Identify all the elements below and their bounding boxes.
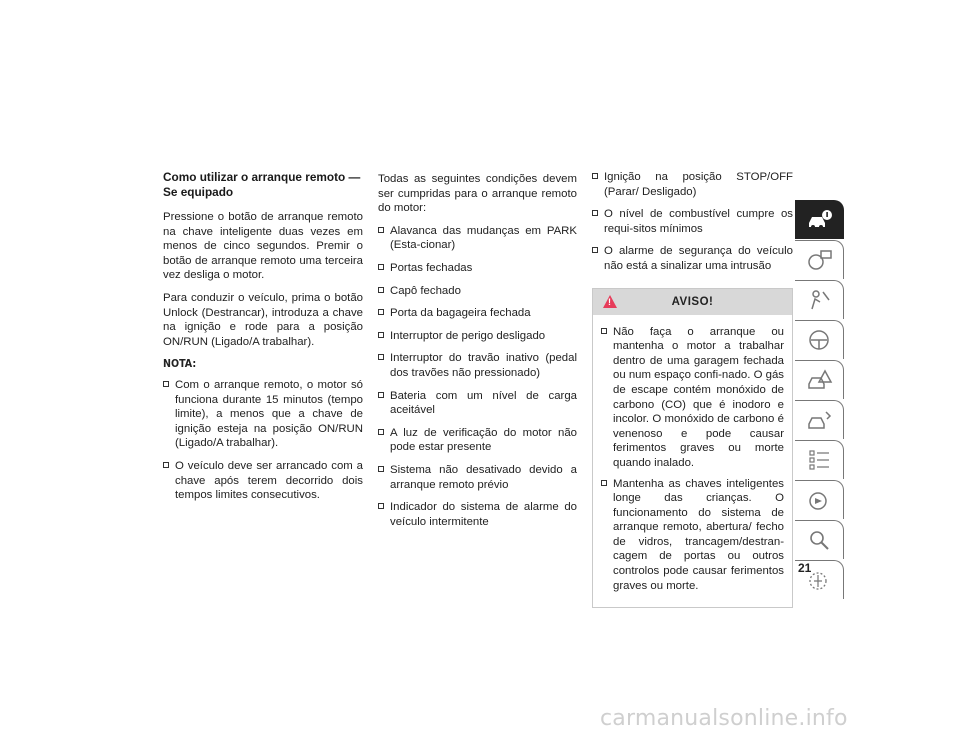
square-bullet-icon xyxy=(378,309,384,315)
square-bullet-icon xyxy=(378,503,384,509)
emergency-car-icon xyxy=(807,368,833,392)
list-item: Sistema não desativado devido a arranque remoto prévio xyxy=(378,463,577,492)
square-bullet-icon xyxy=(601,328,607,334)
paragraph-1: Pressione o botão de arranque remoto na chave inteligente duas vezes em menos de cinco segundos. Premir o botão de arranque remoto uma terceira vez desliga o motor. xyxy=(163,211,363,282)
search-index-icon xyxy=(807,528,833,552)
tab-index[interactable] xyxy=(795,520,844,559)
square-bullet-icon xyxy=(601,480,607,486)
note-label: NOTA: xyxy=(163,358,197,371)
list-item: Alavanca das mudanças em PARK (Esta-cionar) xyxy=(378,224,577,253)
tab-emergency[interactable] xyxy=(795,360,844,399)
tab-dashboard-messages[interactable] xyxy=(795,240,844,279)
list-item: Ignição na posição STOP/OFF (Parar/ Desligado) xyxy=(592,170,793,199)
column-3 xyxy=(592,170,793,608)
square-bullet-icon xyxy=(378,264,384,270)
conditions-list-continued xyxy=(592,170,793,274)
page-number: 21 xyxy=(798,561,812,575)
tab-safety[interactable] xyxy=(795,280,844,319)
square-bullet-icon xyxy=(378,392,384,398)
square-bullet-icon xyxy=(592,247,598,253)
tab-multimedia[interactable] xyxy=(795,480,844,519)
list-item: Interruptor de perigo desligado xyxy=(378,329,577,344)
tab-service[interactable] xyxy=(795,400,844,439)
warning-list xyxy=(593,315,792,594)
conditions-intro: Todas as seguintes condições devem ser cumpridas para o arranque remoto do motor: xyxy=(378,173,577,215)
square-bullet-icon xyxy=(378,466,384,472)
list-item: O alarme de segurança do veículo não está a sinalizar uma intrusão xyxy=(592,244,793,273)
list-item: Mantenha as chaves inteligentes longe das crianças. O funcionamento do sistema de arranque remoto, abertura/ fecho de vidros, trancagem/destran-cagem de portas ou outros controlos pode causar ferimentos graves ou morte. xyxy=(601,477,784,594)
list-item: Interruptor do travão inativo (pedal dos travões não pressionado) xyxy=(378,351,577,380)
warning-header xyxy=(593,289,792,315)
column-2 xyxy=(378,172,577,537)
column-1 xyxy=(163,170,363,511)
list-item: Indicador do sistema de alarme do veículo intermitente xyxy=(378,500,577,529)
tab-specifications[interactable] xyxy=(795,440,844,479)
square-bullet-icon xyxy=(163,381,169,387)
warning-triangle-icon xyxy=(603,295,617,308)
list-item: A luz de verificação do motor não pode estar presente xyxy=(378,426,577,455)
square-bullet-icon xyxy=(378,227,384,233)
square-bullet-icon xyxy=(378,287,384,293)
dashboard-messages-icon xyxy=(807,248,833,272)
square-bullet-icon xyxy=(378,332,384,338)
paragraph-2: Para conduzir o veículo, prima o botão Unlock (Destrancar), introduza a chave na ignição e rode para a posição ON/RUN (Ligado/A trabalhar). xyxy=(163,291,363,348)
list-item: Portas fechadas xyxy=(378,261,577,276)
list-item: Com o arranque remoto, o motor só funciona durante 15 minutos (tempo limite), a menos que a chave de ignição esteja na posição ON/RUN (Ligado/A trabalhar). xyxy=(163,378,363,451)
list-item: O nível de combustível cumpre os requi-sitos mínimos xyxy=(592,207,793,236)
list-item: Não faça o arranque ou mantenha o motor a trabalhar dentro de uma garagem fechada ou num espaço confi-nado. O gás de escape contém monóxido de carbono (CO) que é inodoro e incolor. O monóxido de carbono é venenoso e pode causar ferimentos graves ou morte quando inalado. xyxy=(601,325,784,471)
square-bullet-icon xyxy=(378,429,384,435)
safety-airbag-icon xyxy=(807,288,833,312)
square-bullet-icon xyxy=(592,210,598,216)
list-item: O veículo deve ser arrancado com a chave após terem decorrido dois tempos limites consecutivos. xyxy=(163,459,363,503)
note-list xyxy=(163,378,363,503)
conditions-list xyxy=(378,224,577,530)
tab-driving[interactable] xyxy=(795,320,844,359)
specifications-list-icon xyxy=(807,448,833,472)
tab-car-info[interactable] xyxy=(795,200,844,239)
steering-wheel-icon xyxy=(807,328,833,352)
square-bullet-icon xyxy=(592,173,598,179)
warning-box xyxy=(592,288,793,609)
section-heading: Como utilizar o arranque remoto — Se equipado xyxy=(163,170,361,199)
list-item: Bateria com um nível de carga aceitável xyxy=(378,389,577,418)
car-service-icon xyxy=(807,408,833,432)
list-item: Capô fechado xyxy=(378,284,577,299)
square-bullet-icon xyxy=(163,462,169,468)
car-info-icon xyxy=(807,208,833,232)
square-bullet-icon xyxy=(378,354,384,360)
list-item: Porta da bagageira fechada xyxy=(378,306,577,321)
warning-title: AVISO! xyxy=(671,295,714,308)
multimedia-icon xyxy=(807,488,833,512)
watermark: carmanualsonline.info xyxy=(600,706,848,731)
